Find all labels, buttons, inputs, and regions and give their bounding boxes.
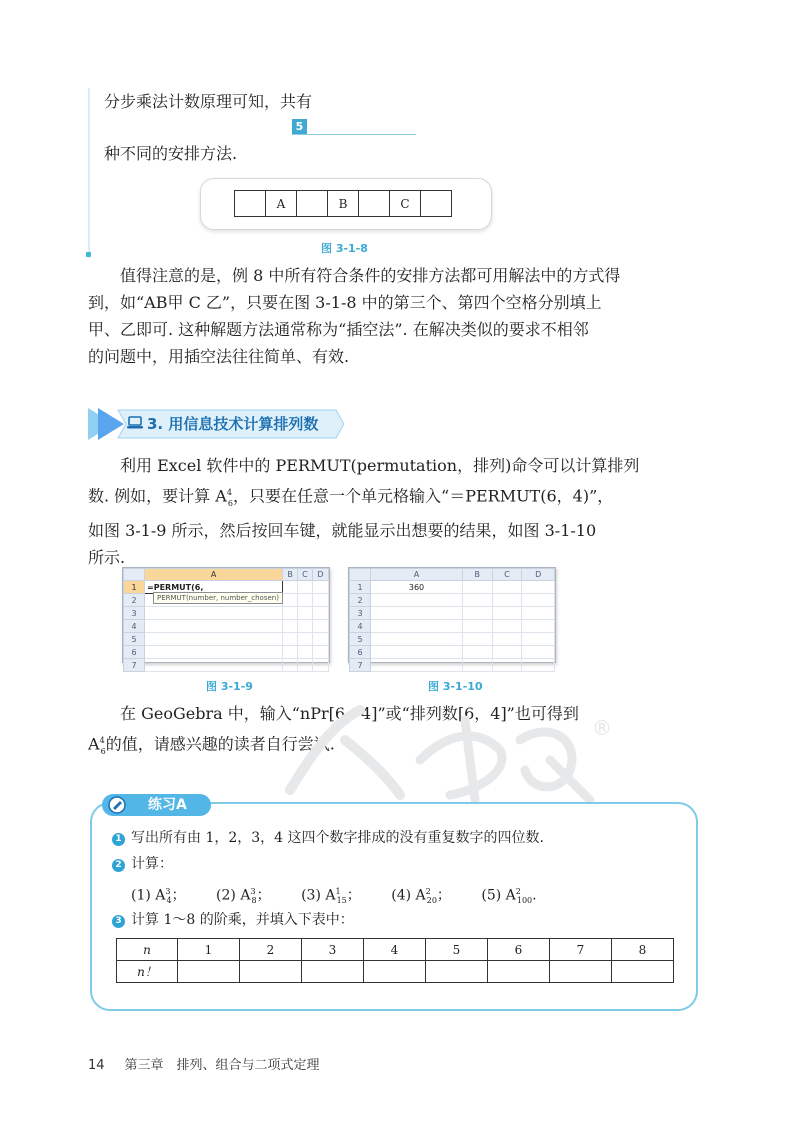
cell[interactable]	[522, 633, 555, 646]
question-text: 计算 1～8 的阶乘，并填入下表中：	[131, 912, 354, 928]
spreadsheet-figure-2	[348, 567, 556, 670]
cell[interactable]	[371, 633, 463, 646]
margin-rule	[88, 88, 90, 258]
cell[interactable]	[522, 659, 555, 672]
subscript: 6	[100, 746, 106, 756]
cell[interactable]	[492, 581, 522, 594]
answer-cell[interactable]	[612, 961, 674, 983]
row-header[interactable]: 4	[124, 620, 145, 633]
superscript: 4	[226, 488, 232, 497]
column-header[interactable]: B	[283, 569, 298, 581]
cell[interactable]	[371, 646, 463, 659]
cell[interactable]	[492, 620, 522, 633]
factorial-table	[116, 938, 674, 983]
cell[interactable]	[145, 659, 283, 672]
calc-item: (1) $A^3_4$；	[131, 887, 186, 906]
row-header[interactable]: 3	[124, 607, 145, 620]
text-line: 利用 Excel 软件中的 PERMUT(permutation，排列)命令可以计算排列	[120, 456, 640, 475]
row-header[interactable]: 6	[350, 646, 371, 659]
margin-dot	[86, 252, 91, 257]
slot-cell	[235, 191, 266, 217]
cell[interactable]	[297, 659, 312, 672]
answer-cell[interactable]	[364, 961, 426, 983]
slot-cell: A	[266, 191, 297, 217]
text-line: 在 GeoGebra 中，输入“nPr[6，4]”或“排列数[6，4]”也可得到	[120, 704, 579, 723]
table-header-cell: 5	[426, 939, 488, 961]
row-header[interactable]: 7	[350, 659, 371, 672]
cell[interactable]	[297, 646, 312, 659]
superscript: 4	[99, 736, 105, 745]
cell[interactable]	[371, 594, 463, 607]
cell[interactable]	[492, 594, 522, 607]
cell[interactable]	[145, 633, 283, 646]
text-line: 值得注意的是，例 8 中所有符合条件的安排方法都可用解法中的方式得	[120, 266, 621, 285]
cell[interactable]	[145, 620, 283, 633]
cell[interactable]	[297, 633, 312, 646]
row-header[interactable]: 4	[350, 620, 371, 633]
cell[interactable]	[463, 659, 492, 672]
corner-cell	[350, 569, 371, 581]
cell[interactable]	[522, 581, 555, 594]
cell[interactable]	[463, 607, 492, 620]
cell[interactable]	[145, 646, 283, 659]
exercise-question	[112, 854, 173, 874]
calc-item: (5) $A^2_{100}$.	[481, 887, 537, 906]
cell[interactable]	[312, 607, 328, 620]
table-header-cell: 3	[302, 939, 364, 961]
text-line: 分步乘法计数原理可知，共有	[104, 92, 313, 111]
registered-mark: ®	[592, 716, 612, 740]
calc-item: (4) $A^2_{20}$；	[391, 887, 451, 906]
row-header[interactable]: 5	[350, 633, 371, 646]
calc-item: (2) $A^3_8$；	[216, 887, 271, 906]
cell[interactable]	[312, 620, 328, 633]
slot-cell: B	[328, 191, 359, 217]
table-header-cell: 2	[240, 939, 302, 961]
figure-caption: 图 3-1-9	[206, 680, 253, 693]
subscript: 6	[227, 498, 234, 508]
slot-cell: C	[390, 191, 421, 217]
cell[interactable]	[283, 594, 298, 607]
result-cell[interactable]: 360	[371, 581, 463, 594]
text-line: 的问题中，用插空法往往简单、有效.	[88, 347, 350, 366]
cell[interactable]	[297, 581, 312, 594]
table-header-cell: 7	[550, 939, 612, 961]
chapter-title: 第三章 排列、组合与二项式定理	[124, 1058, 320, 1073]
answer-cell[interactable]	[426, 961, 488, 983]
cell[interactable]	[297, 594, 312, 607]
slot-cell	[421, 191, 452, 217]
figure-caption: 图 3-1-10	[428, 680, 483, 693]
column-header[interactable]: A	[371, 569, 463, 581]
text-run: ，只要在任意一个单元格输入“＝PERMUT(6，4)”，	[233, 486, 614, 506]
exercise-title: 练习A	[148, 797, 187, 813]
cell[interactable]	[312, 581, 328, 594]
cell[interactable]	[297, 607, 312, 620]
cell[interactable]	[522, 594, 555, 607]
corner-cell	[124, 569, 145, 581]
note-paragraph	[88, 262, 648, 370]
cell[interactable]	[492, 659, 522, 672]
table-header-cell: 8	[612, 939, 674, 961]
question-text: 计算：	[131, 856, 173, 872]
row-header[interactable]: 2	[124, 594, 145, 607]
spreadsheet-figure-1	[122, 567, 330, 670]
row-header[interactable]: 6	[124, 646, 145, 659]
cell[interactable]	[463, 620, 492, 633]
text-line	[88, 479, 648, 517]
cell[interactable]	[492, 607, 522, 620]
cell[interactable]	[312, 659, 328, 672]
calculation-items	[131, 882, 563, 911]
cell[interactable]	[283, 581, 298, 594]
table-header-cell: n	[117, 939, 178, 961]
cell[interactable]	[463, 581, 492, 594]
calc-item: (3) $A^1_{15}$；	[301, 887, 361, 906]
answer-cell[interactable]	[302, 961, 364, 983]
text-run: 的值，请感兴趣的读者自行尝试.	[105, 734, 335, 754]
answer-badge: 5	[292, 119, 307, 134]
sheet-grid	[349, 568, 555, 672]
question-number-badge: 1	[112, 833, 125, 846]
cell[interactable]	[312, 633, 328, 646]
answer-cell[interactable]	[550, 961, 612, 983]
column-header[interactable]: B	[463, 569, 492, 581]
text-line: 甲、乙即可. 这种解题方法通常称为“插空法”. 在解决类似的要求不相邻	[88, 320, 589, 339]
cell[interactable]	[492, 633, 522, 646]
row-header[interactable]: 7	[124, 659, 145, 672]
answer-cell[interactable]	[240, 961, 302, 983]
row-header[interactable]: 3	[350, 607, 371, 620]
table-header-cell: 1	[178, 939, 240, 961]
answer-underline	[292, 134, 416, 135]
row-header[interactable]: 1	[350, 581, 371, 594]
cell[interactable]	[371, 607, 463, 620]
table-header-cell: 4	[364, 939, 426, 961]
cell[interactable]	[463, 594, 492, 607]
cell[interactable]	[463, 633, 492, 646]
row-header[interactable]: 1	[124, 581, 145, 594]
table-header-cell: 6	[488, 939, 550, 961]
question-text: 写出所有由 1，2，3，4 这四个数字排成的没有重复数字的四位数.	[131, 830, 544, 846]
text-line: 所示.	[88, 547, 126, 567]
column-header[interactable]: C	[492, 569, 522, 581]
answer-cell[interactable]	[488, 961, 550, 983]
exercise-question	[112, 828, 544, 848]
pencil-icon	[108, 796, 128, 814]
column-header[interactable]: C	[297, 569, 312, 581]
text-run: A	[88, 734, 100, 754]
cell[interactable]	[297, 620, 312, 633]
cell[interactable]	[522, 620, 555, 633]
laptop-icon	[126, 416, 144, 430]
question-number-badge: 2	[112, 859, 125, 872]
slot-cell	[297, 191, 328, 217]
answer-cell[interactable]	[178, 961, 240, 983]
cell[interactable]	[145, 607, 283, 620]
column-header[interactable]: D	[522, 569, 555, 581]
function-tooltip: PERMUT(number, number_chosen)	[153, 592, 283, 604]
column-header[interactable]: D	[312, 569, 328, 581]
cell[interactable]	[283, 633, 298, 646]
table-row	[117, 939, 674, 961]
cell[interactable]	[492, 646, 522, 659]
table-row-label: n！	[117, 961, 178, 983]
excel-paragraph	[88, 452, 648, 571]
cell[interactable]	[522, 607, 555, 620]
cell[interactable]	[522, 646, 555, 659]
slot-table	[234, 190, 452, 217]
cell[interactable]	[371, 659, 463, 672]
table-row	[117, 961, 674, 983]
column-header[interactable]: A	[145, 569, 283, 581]
figure-caption: 图 3-1-8	[321, 242, 368, 255]
question-number-badge: 3	[112, 915, 125, 928]
cell[interactable]	[283, 607, 298, 620]
section-title: 3. 用信息技术计算排列数	[147, 415, 319, 433]
formula-cell[interactable]: =PERMUT(6,	[145, 581, 283, 594]
page-number: 14	[88, 1058, 105, 1073]
publisher-watermark	[250, 700, 630, 810]
cell[interactable]	[371, 620, 463, 633]
cell[interactable]	[283, 659, 298, 672]
page-footer	[88, 1054, 320, 1073]
text-line: 如图 3-1-9 所示，然后按回车键，就能显示出想要的结果，如图 3-1-10	[88, 520, 597, 540]
cell[interactable]	[312, 594, 328, 607]
row-header[interactable]: 5	[124, 633, 145, 646]
exercise-question	[112, 910, 354, 930]
cell[interactable]	[312, 646, 328, 659]
text-line: 到，如“AB甲 C 乙”，只要在图 3-1-8 中的第三个、第四个空格分别填上	[88, 293, 602, 312]
text-run: 数. 例如，要计算 A	[88, 486, 227, 506]
row-header[interactable]: 2	[350, 594, 371, 607]
text-line: 种不同的安排方法.	[104, 144, 238, 163]
sheet-grid	[123, 568, 329, 672]
cell[interactable]	[283, 646, 298, 659]
slot-cell	[359, 191, 390, 217]
cell[interactable]	[463, 646, 492, 659]
cell[interactable]	[283, 620, 298, 633]
